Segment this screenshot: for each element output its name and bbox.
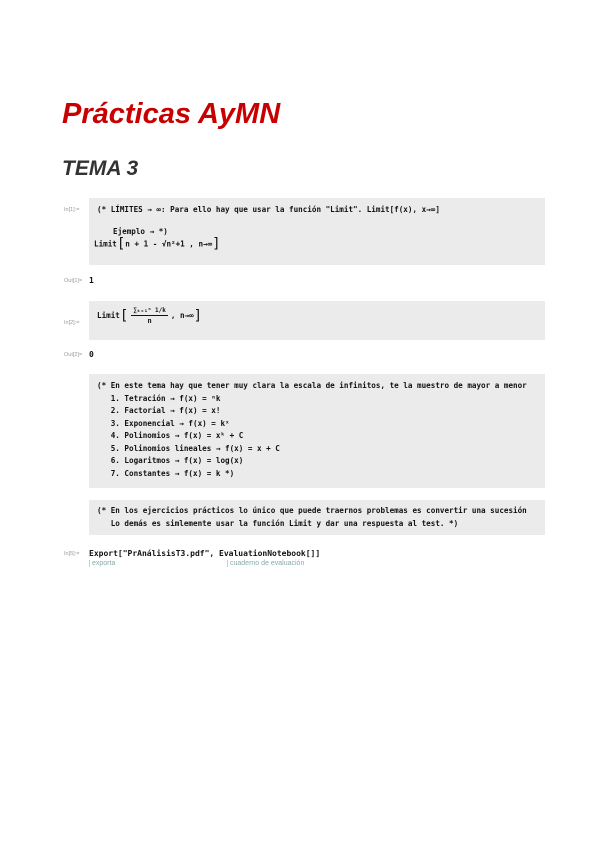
- output-2: 0: [89, 350, 94, 359]
- hint-export: exporta: [89, 560, 115, 567]
- hint-evaluation-notebook: cuaderno de evaluación: [227, 560, 304, 567]
- fraction: $\frac{\text{∑ₖ₌₁ⁿ 1/k}}{n}$: [133, 307, 166, 325]
- text-line: 3. Exponencial → f(x) = kˣ: [97, 418, 230, 428]
- comment-line: (* LÍMITES → ∞: Para ello hay que usar la función "Limit". Limit[f(x), x→∞]: [97, 205, 440, 214]
- limit-head: Limit: [94, 239, 117, 249]
- text-cell-infinity-scale[interactable]: [89, 374, 545, 488]
- section-heading: TEMA 3: [62, 157, 139, 180]
- text-line: 2. Factorial → f(x) = x!: [97, 406, 221, 415]
- in1-label: In[1]:=: [64, 207, 80, 213]
- text-line: (* En este tema hay que tener muy clara la escala de infinitos, te la muestro de mayor a menor: [97, 381, 527, 390]
- text-line: 7. Constantes → f(x) = k *): [97, 468, 235, 478]
- text-line: 6. Logaritmos → f(x) = log(x): [97, 456, 244, 465]
- export-code[interactable]: Export["PrAnálisisT3.pdf", EvaluationNotebook[]]: [89, 549, 321, 558]
- out1-label: Out[1]=: [64, 278, 83, 284]
- text-line: (* En los ejercicios prácticos lo único que puede traernos problemas es convertir una sucesión: [97, 506, 527, 515]
- output-1: 1: [89, 276, 94, 285]
- text-cell-practice-note[interactable]: [89, 500, 545, 535]
- text-line: Lo demás es simlemente usar la función Limit y dar una respuesta al test. *): [97, 518, 459, 528]
- input-cell-1[interactable]: (* LÍMITES → ∞: Para ello hay que usar la función "Limit". Limit[f(x), x→∞] Ejemplo → *) Limit[n + 1 - √n²+1 , n→∞]: [89, 198, 545, 265]
- in5-label: In[5]:=: [64, 551, 80, 557]
- limit-tail: , n→∞: [170, 311, 194, 320]
- limit-head: Limit: [97, 311, 120, 320]
- text-line: 1. Tetración → f(x) = ⁿk: [97, 393, 221, 403]
- text-line: 4. Polinomios → f(x) = xᵏ + C: [97, 431, 244, 440]
- text-line: 5. Polinomios lineales → f(x) = x + C: [97, 443, 280, 453]
- in2-label: In[2]:=: [64, 320, 80, 326]
- limit-body: n + 1 - √n²+1 , n→∞: [125, 239, 213, 249]
- comment-example: Ejemplo → *): [113, 226, 168, 236]
- out2-label: Out[2]=: [64, 352, 83, 358]
- notebook-title: Prácticas AyMN: [62, 98, 281, 130]
- input-cell-2[interactable]: Limit[ $\frac{\text{∑ₖ₌₁ⁿ 1/k}}{n}$ , n→∞]: [89, 301, 545, 340]
